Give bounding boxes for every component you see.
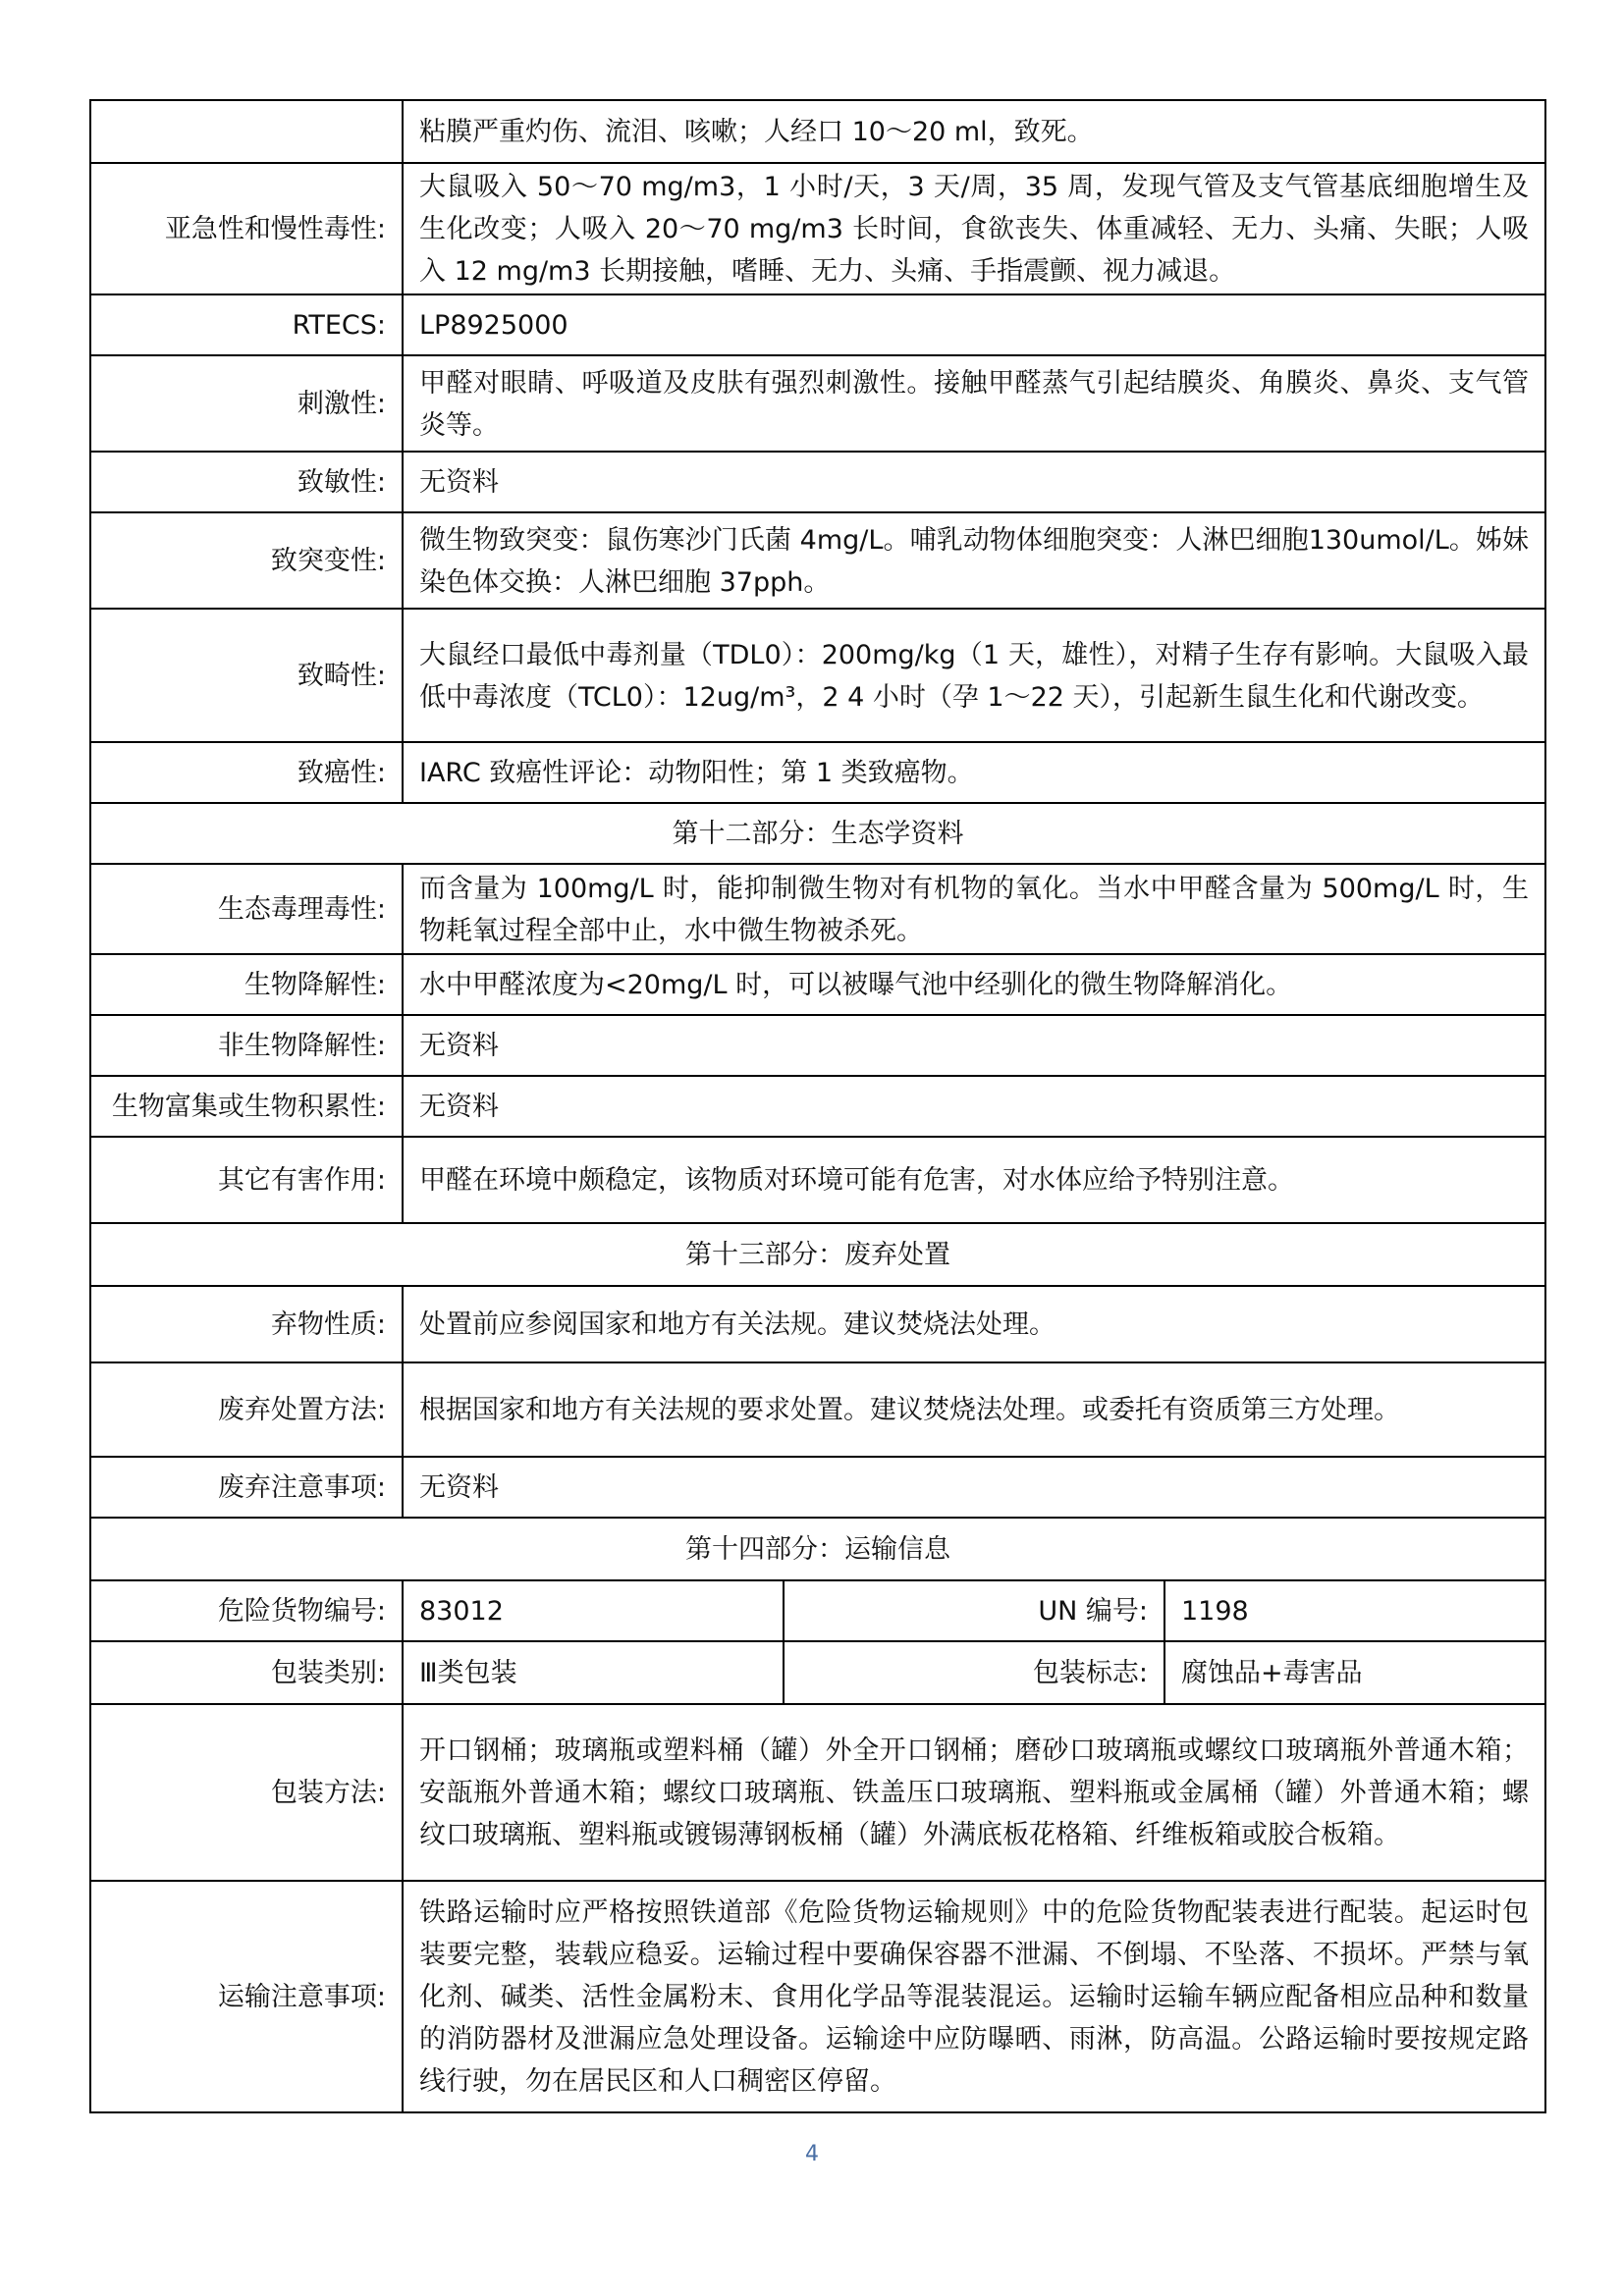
table-row [90, 1641, 1545, 1704]
row-value: 无资料 [403, 452, 1545, 512]
table-row [90, 609, 1545, 742]
row-label: 危险货物编号: [90, 1580, 403, 1641]
section-header-row [90, 1223, 1545, 1286]
row-value: 甲醛对眼睛、呼吸道及皮肤有强烈刺激性。接触甲醛蒸气引起结膜炎、角膜炎、鼻炎、支气管炎等。 [403, 355, 1545, 452]
section-header-row [90, 1518, 1545, 1580]
row-value: 无资料 [403, 1015, 1545, 1076]
row-value: 而含量为 100mg/L 时，能抑制微生物对有机物的氧化。当水中甲醛含量为 500mg/L 时，生物耗氧过程全部中止，水中微生物被杀死。 [403, 864, 1545, 954]
row-label: 生物富集或生物积累性: [90, 1076, 403, 1137]
row-value: 无资料 [403, 1457, 1545, 1518]
row-value: 甲醛在环境中颇稳定，该物质对环境可能有危害，对水体应给予特别注意。 [403, 1137, 1545, 1223]
un-number: 1198 [1164, 1580, 1545, 1641]
row-label: 生物降解性: [90, 954, 403, 1015]
row-label: 致突变性: [90, 512, 403, 609]
row-value: 水中甲醛浓度为<20mg/L 时，可以被曝气池中经驯化的微生物降解消化。 [403, 954, 1545, 1015]
table-row [90, 864, 1545, 954]
table-row [90, 100, 1545, 163]
table-row [90, 1457, 1545, 1518]
row-value: LP8925000 [403, 294, 1545, 355]
row-value: 根据国家和地方有关法规的要求处置。建议焚烧法处理。或委托有资质第三方处理。 [403, 1362, 1545, 1457]
row-label: 致畸性: [90, 609, 403, 742]
table-row [90, 742, 1545, 803]
row-label: 废弃注意事项: [90, 1457, 403, 1518]
row-label: 非生物降解性: [90, 1015, 403, 1076]
table-row [90, 294, 1545, 355]
table-row [90, 1704, 1545, 1881]
table-row [90, 1076, 1545, 1137]
table-row [90, 1580, 1545, 1641]
row-label: 亚急性和慢性毒性: [90, 163, 403, 294]
row-label: 包装方法: [90, 1704, 403, 1881]
row-label: 废弃处置方法: [90, 1362, 403, 1457]
row-label: 其它有害作用: [90, 1137, 403, 1223]
page-number: 4 [805, 2142, 819, 2166]
table-row [90, 1881, 1545, 2112]
row-value: 大鼠吸入 50～70 mg/m3，1 小时/天，3 天/周，35 周，发现气管及支气管基底细胞增生及生化改变；人吸入 20～70 mg/m3 长时间，食欲丧失、体重减轻、无力、头痛、失眠；人吸入 12 mg/m3 长期接触，嗜睡、无力、头痛、手指震颤、视力减退。 [403, 163, 1545, 294]
packing-method: 开口钢桶；玻璃瓶或塑料桶（罐）外全开口钢桶；磨砂口玻璃瓶或螺纹口玻璃瓶外普通木箱；安瓿瓶外普通木箱；螺纹口玻璃瓶、铁盖压口玻璃瓶、塑料瓶或金属桶（罐）外普通木箱；螺纹口玻璃瓶、塑料瓶或镀锡薄钢板桶（罐）外满底板花格箱、纤维板箱或胶合板箱。 [403, 1704, 1545, 1881]
transport-notes: 铁路运输时应严格按照铁道部《危险货物运输规则》中的危险货物配装表进行配装。起运时包装要完整，装载应稳妥。运输过程中要确保容器不泄漏、不倒塌、不坠落、不损坏。严禁与氧化剂、碱类、活性金属粉末、食用化学品等混装混运。运输时运输车辆应配备相应品种和数量的消防器材及泄漏应急处理设备。运输途中应防曝晒、雨淋，防高温。公路运输时要按规定路线行驶，勿在居民区和人口稠密区停留。 [403, 1881, 1545, 2112]
acute-toxicity-tail: 粘膜严重灼伤、流泪、咳嗽；人经口 10～20 ml，致死。 [403, 100, 1545, 163]
section-title: 第十二部分：生态学资料 [90, 803, 1545, 864]
row-label: 运输注意事项: [90, 1881, 403, 2112]
row-label-empty [90, 100, 403, 163]
packing-mark: 腐蚀品+毒害品 [1164, 1641, 1545, 1704]
section-title: 第十三部分：废弃处置 [90, 1223, 1545, 1286]
row-value: 无资料 [403, 1076, 1545, 1137]
table-row [90, 355, 1545, 452]
row-value: IARC 致癌性评论：动物阳性；第 1 类致癌物。 [403, 742, 1545, 803]
table-row [90, 163, 1545, 294]
table-row [90, 1286, 1545, 1362]
section-header-row [90, 803, 1545, 864]
row-value: 处置前应参阅国家和地方有关法规。建议焚烧法处理。 [403, 1286, 1545, 1362]
row-value: 微生物致突变：鼠伤寒沙门氏菌 4mg/L。哺乳动物体细胞突变：人淋巴细胞130umol/L。姊妹染色体交换：人淋巴细胞 37pph。 [403, 512, 1545, 609]
packing-group: Ⅲ类包装 [403, 1641, 784, 1704]
row-label: 刺激性: [90, 355, 403, 452]
row-label: 包装类别: [90, 1641, 403, 1704]
un-number-label: UN 编号: [784, 1580, 1164, 1641]
row-label: 弃物性质: [90, 1286, 403, 1362]
section-title: 第十四部分：运输信息 [90, 1518, 1545, 1580]
table-row [90, 1362, 1545, 1457]
row-label: 致癌性: [90, 742, 403, 803]
sds-table [89, 99, 1546, 2113]
table-row [90, 1015, 1545, 1076]
table-row [90, 954, 1545, 1015]
table-row [90, 1137, 1545, 1223]
row-label: 致敏性: [90, 452, 403, 512]
packing-mark-label: 包装标志: [784, 1641, 1164, 1704]
table-row [90, 512, 1545, 609]
row-label: 生态毒理毒性: [90, 864, 403, 954]
row-value: 大鼠经口最低中毒剂量（TDL0）：200mg/kg（1 天，雄性），对精子生存有影响。大鼠吸入最低中毒浓度（TCL0）：12ug/m³，2 4 小时（孕 1～22 天），引起新生鼠生化和代谢改变。 [403, 609, 1545, 742]
table-row [90, 452, 1545, 512]
row-label: RTECS: [90, 294, 403, 355]
dangerous-goods-number: 83012 [403, 1580, 784, 1641]
